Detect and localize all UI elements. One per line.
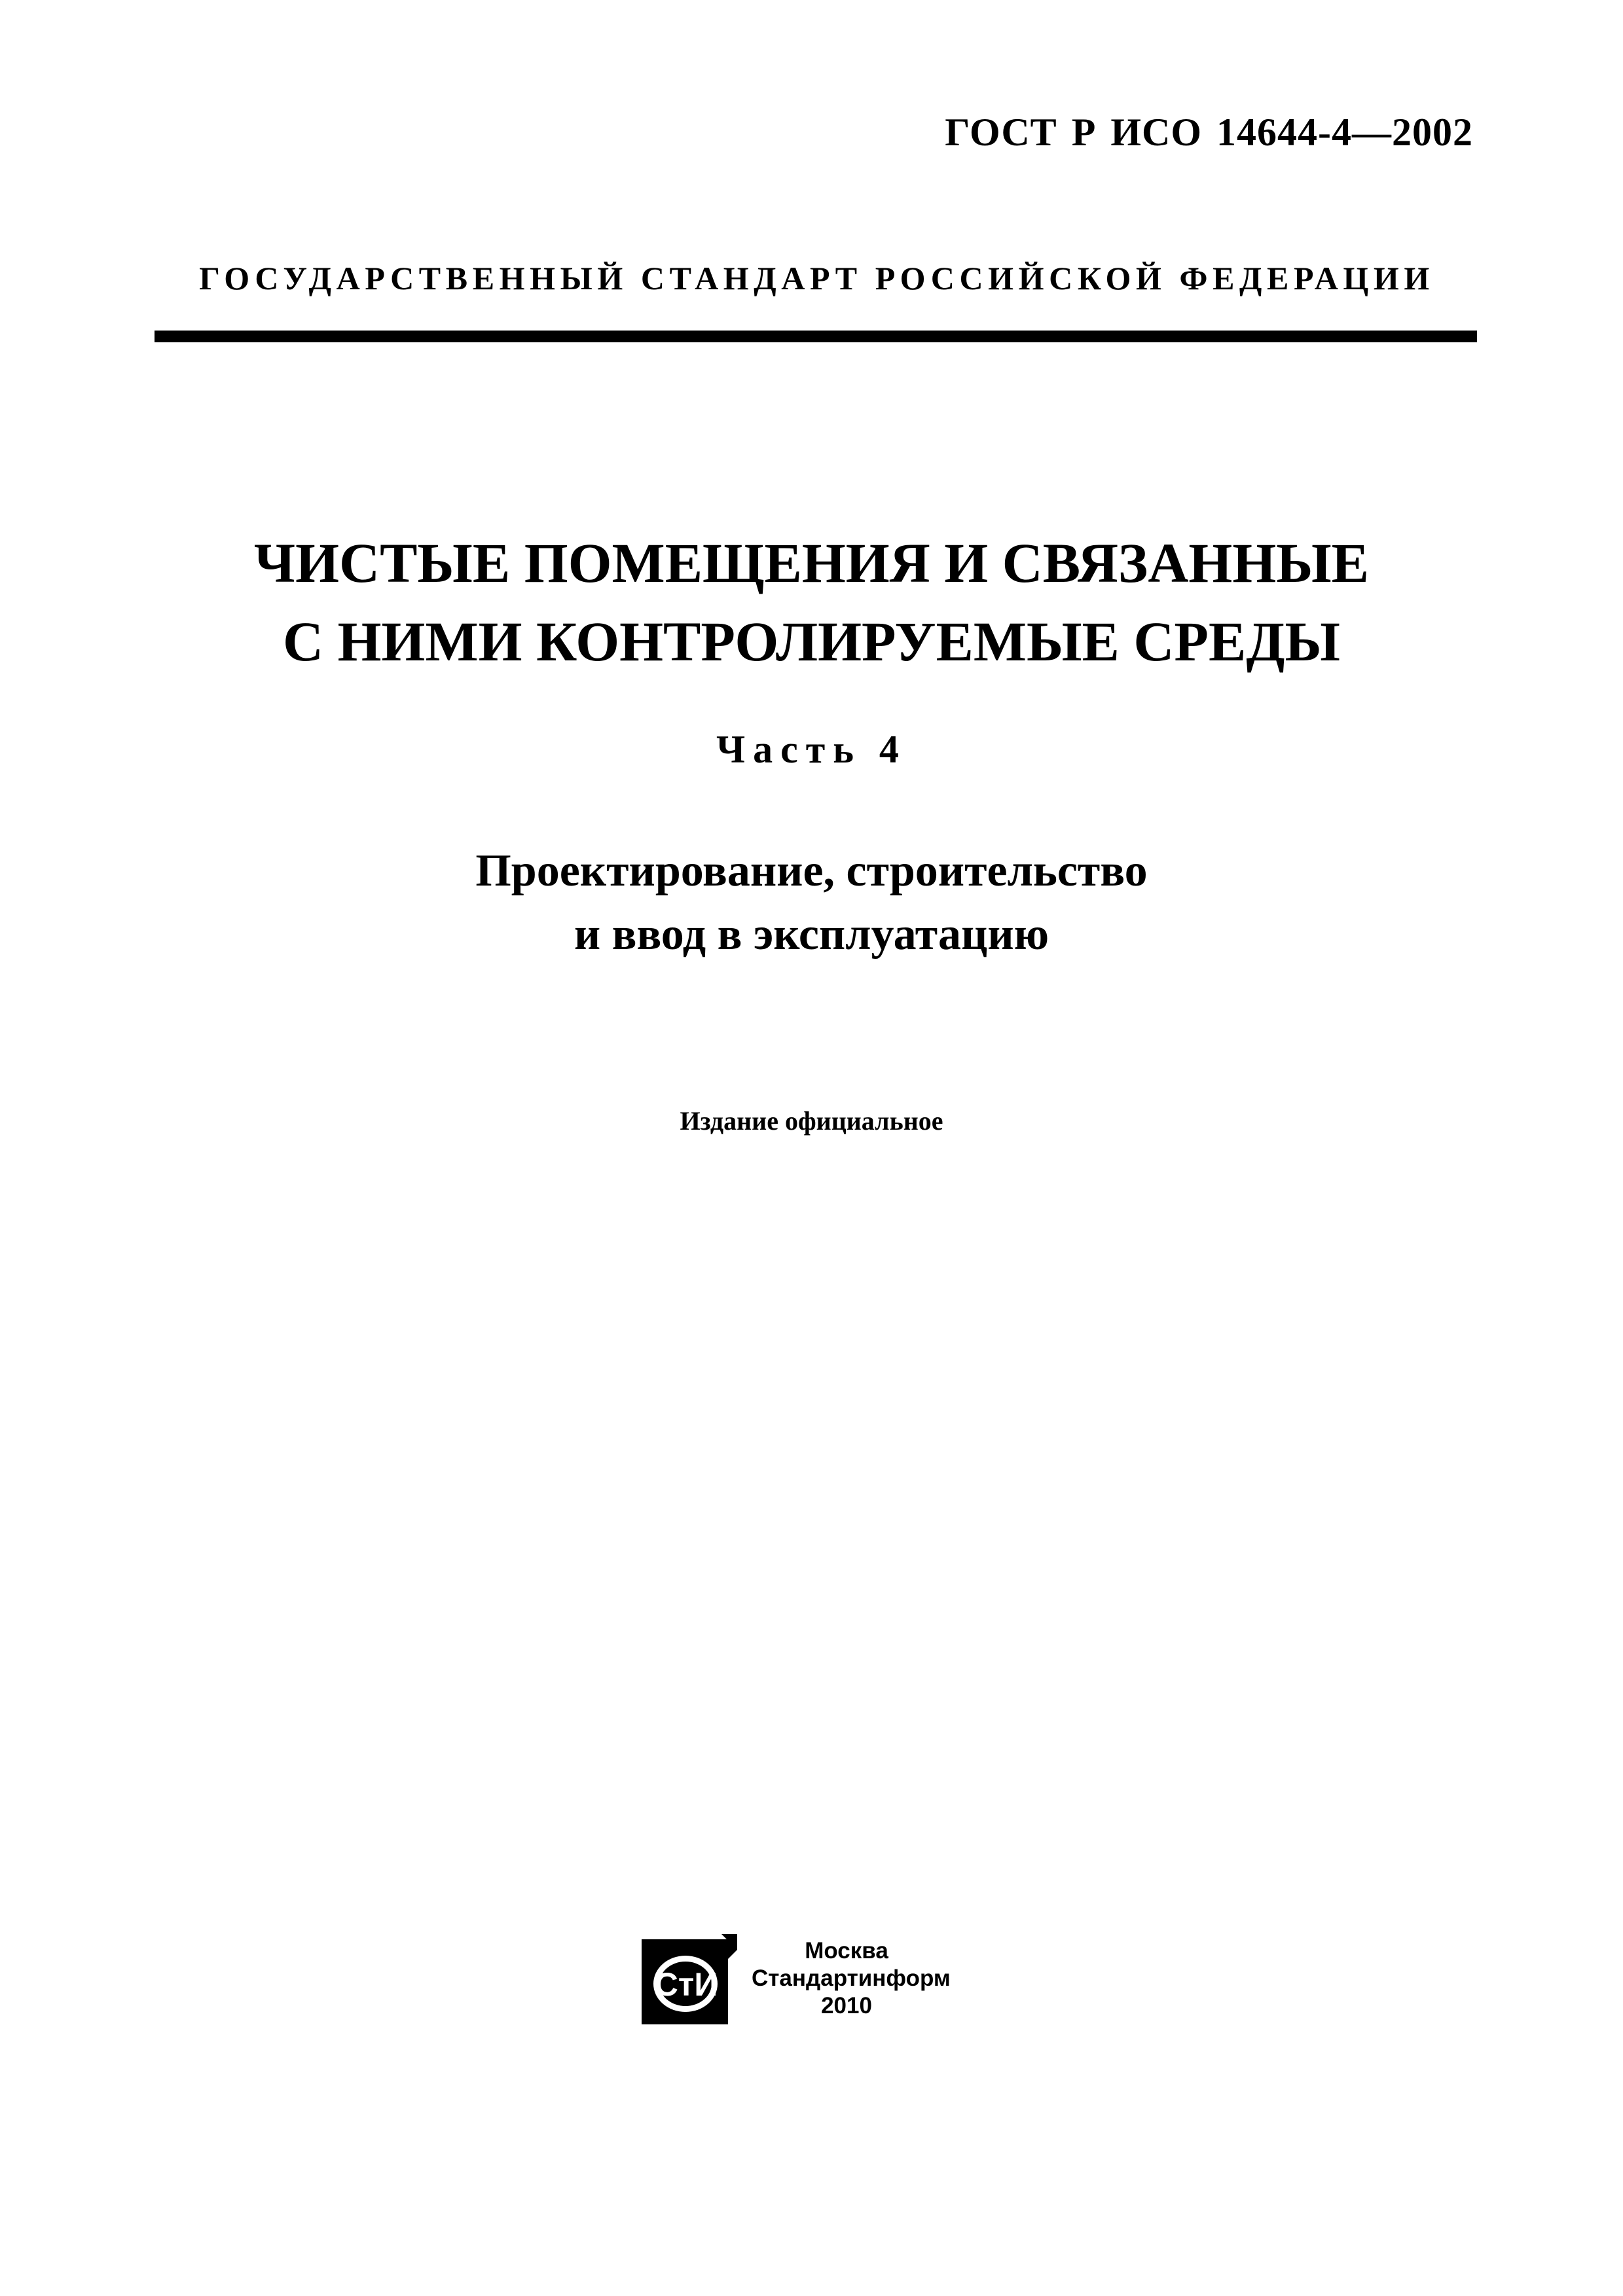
- document-title: [0, 524, 1623, 681]
- document-title-line-1: ЧИСТЫЕ ПОМЕЩЕНИЯ И СВЯЗАННЫЕ: [253, 531, 1370, 594]
- publisher-name: Стандартинформ: [752, 1965, 951, 1991]
- document-subtitle-line-2: и ввод в эксплуатацию: [574, 909, 1049, 960]
- header-rule: [155, 331, 1477, 342]
- standard-category: ГОСУДАРСТВЕННЫЙ СТАНДАРТ РОССИЙСКОЙ ФЕДЕРАЦИИ: [199, 260, 1434, 296]
- publisher-city: Москва: [805, 1938, 888, 1964]
- svg-text:СтИ: СтИ: [654, 1966, 718, 2003]
- document-subtitle: [0, 839, 1623, 966]
- publisher-imprint: [752, 1937, 951, 2020]
- document-title-line-2: С НИМИ КОНТРОЛИРУЕМЫЕ СРЕДЫ: [283, 610, 1340, 673]
- document-designation: ГОСТ Р ИСО 14644-4—2002: [945, 111, 1473, 154]
- part-number: Часть 4: [716, 728, 907, 771]
- document-subtitle-line-1: Проектирование, строительство: [475, 846, 1148, 896]
- standartinform-logo-icon: [640, 1934, 737, 2026]
- edition-label: Издание официальное: [680, 1106, 943, 1136]
- publication-year: 2010: [821, 1993, 872, 2018]
